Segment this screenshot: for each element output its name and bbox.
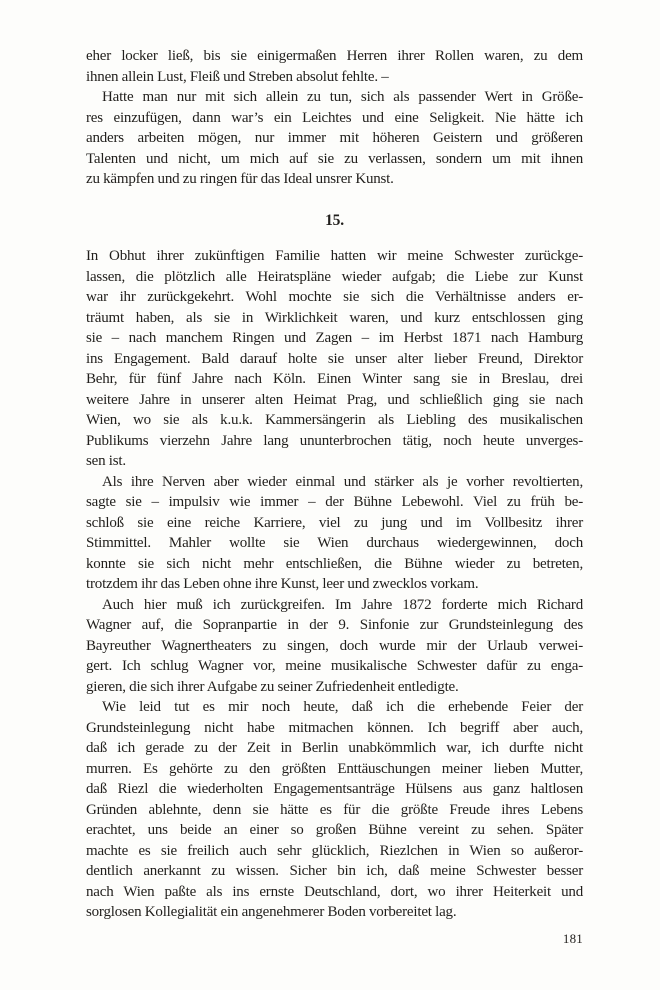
text-line: machte es sie freilich auch sehr glücklich, Riezlchen in Wien so außeror- [86, 842, 583, 859]
text-line: dentlich anerkannt zu wissen. Sicher bin ich, daß meine Schwester besser [86, 863, 583, 879]
text-line: Stimmittel. Mahler wollte sie Wien durchaus wiedergewinnen, doch [86, 535, 583, 551]
text-line: Wien, wo sie als k.u.k. Kammersängerin als Liebling des musikalischen [86, 412, 583, 428]
paragraph [86, 595, 583, 698]
text-line: Grundsteinlegung nicht habe mitmachen können. Ich begriff aber auch, [86, 719, 583, 736]
text-line: ihnen allein Lust, Fleiß und Streben absolut fehlte. – [86, 68, 389, 85]
text-line: war ihr zurückgekehrt. Wohl mochte sie sich die Verhältnisse anders er- [86, 289, 583, 305]
text-line: gieren, die sich ihrer Aufgabe zu seiner Zufriedenheit entledigte. [86, 678, 459, 695]
text-line: daß Riezl die wiederholten Engagementsanträge Hülsens aus ganz haltlosen [86, 781, 583, 797]
text-line: zu kämpfen und zu ringen für das Ideal unsrer Kunst. [86, 171, 394, 187]
paragraph [86, 246, 583, 472]
text-line: In Obhut ihrer zukünftigen Familie hatten wir meine Schwester zurückge- [86, 248, 583, 264]
text-line: nach Wien paßte als ins ernste Deutschland, dort, wo ihrer Heiterkeit und [86, 883, 583, 900]
text-line: Wie leid tut es mir noch heute, daß ich die erhebende Feier der [102, 699, 583, 715]
text-line: erachtet, uns beide an einer so großen Bühne vereint zu sehen. Später [86, 822, 583, 838]
paragraph [86, 87, 583, 190]
text-line: anders arbeiten mögen, nur immer mit höheren Geistern und größeren [86, 130, 583, 146]
text-line: gert. Ich schlug Wagner vor, meine musikalische Schwester dafür zu enga- [86, 658, 583, 674]
text-line: eher locker ließ, bis sie einigermaßen Herren ihrer Rollen waren, zu dem [86, 48, 583, 64]
text-line: sen ist. [86, 453, 126, 469]
text-line: Talenten und nicht, um mich auf sie zu verlassen, sondern um mit ihnen [86, 150, 583, 167]
text-line: sorglosen Kollegialität ein angenehmerer Boden vorbereitet lag. [86, 904, 457, 920]
text-line: murren. Es gehörte zu den größten Enttäuschungen meiner lieben Mutter, [86, 760, 583, 777]
text-line: Als ihre Nerven aber wieder einmal und stärker als je vorher revoltierten, [102, 473, 583, 490]
text-line: sagte sie – impulsiv wie immer – der Bühne Lebewohl. Viel zu früh be- [86, 494, 583, 510]
paragraph [86, 472, 583, 595]
page-number: 181 [562, 931, 583, 946]
text-line: weitere Jahre in unserer alten Heimat Prag, und schließlich ging sie nach [86, 391, 583, 408]
text-line: lassen, die plötzlich alle Heiratspläne wieder aufgab; die Liebe zur Kunst [86, 268, 583, 285]
paragraph [86, 697, 583, 923]
text-line: träumt haben, als sie in Wirklichkeit waren, und kurz entschlossen ging [86, 309, 583, 326]
text-line: Publikums vierzehn Jahre lang ununterbrochen tätig, noch heute unverges- [86, 432, 583, 449]
text-line: Behr, für fünf Jahre nach Köln. Einen Winter sang sie in Breslau, drei [86, 371, 583, 387]
text-line: Gründen ablehnte, denn sie hätte es für die größte Freude ihres Lebens [86, 801, 583, 818]
paragraph [86, 46, 583, 87]
text-line: trotzdem ihr das Leben ohne ihre Kunst, leer und zwecklos vorkam. [86, 576, 479, 592]
text-line: Hatte man nur mit sich allein zu tun, sich als passender Wert in Größe- [102, 89, 583, 105]
text-line: daß ich gerade zu der Zeit in Berlin unabkömmlich war, ich durfte nicht [86, 740, 583, 756]
text-line: sie – nach manchem Ringen und Zagen – im Herbst 1871 nach Hamburg [86, 330, 583, 346]
text-line: Wagner auf, die Sopranpartie in der 9. Sinfonie zur Grundsteinlegung des [86, 617, 583, 633]
section-heading: 15. [325, 211, 344, 229]
text-line: schloß sie eine reiche Karriere, viel zu jung und im Vollbesitz ihrer [86, 514, 583, 531]
text-line: res einzufügen, dann war’s ein Leichtes und eine Seligkeit. Nie hätte ich [86, 109, 583, 126]
text-block [86, 46, 583, 923]
text-line: Bayreuther Wagnertheaters zu singen, doch wurde mir der Urlaub verwei- [86, 637, 583, 654]
text-line: ins Engagement. Bald darauf holte sie unser alter lieber Freund, Direktor [86, 350, 583, 367]
text-line: konnte sie sich nicht mehr entschließen, die Bühne wieder zu betreten, [86, 555, 583, 572]
text-line: Auch hier muß ich zurückgreifen. Im Jahre 1872 forderte mich Richard [102, 596, 583, 613]
